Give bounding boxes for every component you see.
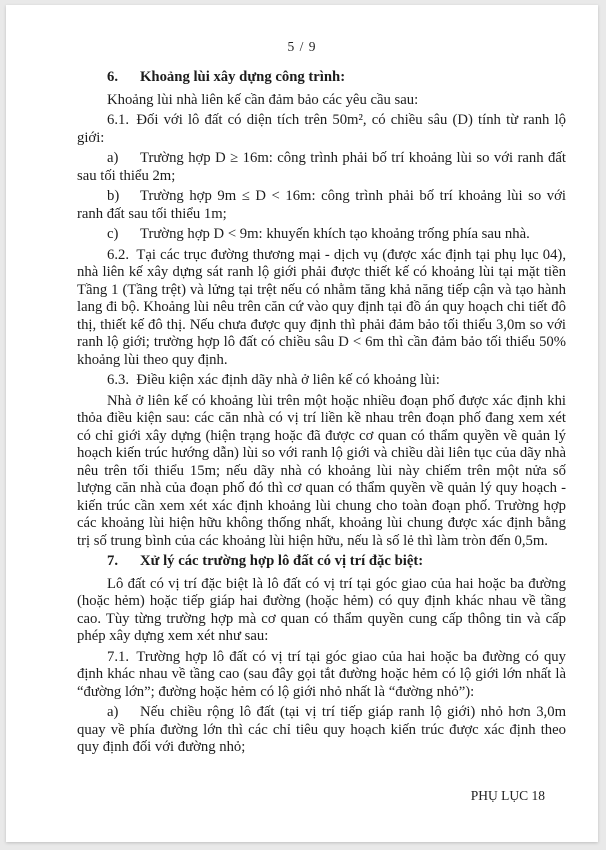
page-number: 5 / 9 (287, 39, 317, 54)
clause-6-1-item-a (77, 150, 566, 185)
item-b-label: b) (107, 188, 120, 204)
item-c-text: Trường hợp D < 9m: khuyến khích tạo khoảng trống phía sau nhà. (140, 226, 530, 242)
section-6-intro: Khoảng lùi nhà liên kế cần đảm bảo các yêu cầu sau: (107, 91, 419, 108)
section-7-title: Xử lý các trường hợp lô đất có vị trí đặc biệt: (140, 553, 424, 569)
clause-6-1-item-b (77, 188, 566, 223)
item-b-text: Trường hợp 9m ≤ D < 16m: công trình phải bố trí khoảng lùi so với ranh đất sau tối thiểu 1m; (77, 188, 566, 222)
item-c-label: c) (107, 226, 119, 242)
clause-6-1: 6.1. Đối với lô đất có diện tích trên 50m², có chiều sâu (D) tính từ ranh lộ giới: (77, 112, 566, 146)
clause-7-1-item-a (77, 704, 566, 757)
item-a-text-s7: Nếu chiều rộng lô đất (tại vị trí tiếp giáp ranh lộ giới) nhỏ hơn 3,0m quay về phía đường lớn thì các chỉ tiêu quy hoạch kiến trúc được xác định theo quy định đối với đường nhỏ; (77, 704, 566, 755)
item-a-text: Trường hợp D ≥ 16m: công trình phải bố trí khoảng lùi so với ranh đất sau tối thiểu 2m; (77, 150, 566, 184)
document-page (6, 5, 598, 842)
section-6-heading (77, 69, 566, 87)
section-6-title: Khoảng lùi xây dựng công trình: (140, 69, 346, 85)
clause-6-3-heading: 6.3. Điều kiện xác định dãy nhà ở liên kế có khoảng lùi: (107, 372, 440, 388)
clause-6-3-body: Nhà ở liên kế có khoảng lùi trên một hoặc nhiều đoạn phố được xác định khi thỏa điều kiện sau: các căn nhà có vị trí liền kề nhau trên đoạn phố đang xem xét có chỉ giới xây dựng (hiện trạng hoặc đã được cơ quan có thẩm quyền về quản lý hoạch kiến trúc hướng dẫn) lùi so với ranh lộ giới và chiều dài liên tục của dãy nhà nêu trên tối thiểu 15m; nếu dãy nhà có khoảng lùi này chiếm trên một nửa số lượng căn nhà của đoạn phố đó thì cơ quan có thẩm quyền về quản lý quy hoạch - kiến trúc cần xem xét xác định khoảng lùi chung cho toàn đoạn phố. Trường hợp các khoảng lùi hiện hữu không thống nhất, khoảng lùi chung được xác định bằng trị số trung bình của các khoảng lùi hiện hữu, nếu là số lẻ thì làm tròn đến 0,5m. (77, 392, 566, 549)
clause-7-1: 7.1. Trường hợp lô đất có vị trí tại góc giao của hai hoặc ba đường có quy định khác nhau về tầng cao (sau đây gọi tắt đường hoặc hẻm có lộ giới lớn nhất là “đường lớn”; đường hoặc hẻm có lộ giới nhỏ nhất là “đường nhỏ”): (77, 648, 566, 700)
item-a-label: a) (107, 150, 119, 166)
clause-6-2: 6.2. Tại các trục đường thương mại - dịch vụ (được xác định tại phụ lục 04), nhà liên kế xây dựng sát ranh lộ giới phải được thiết kế có khoảng lùi tại mặt tiền Tầng 1 (Tầng trệt) và lửng tại trệt nếu có nhằm tăng khả năng tiếp cận và tạo hành lang đi bộ. Khoảng lùi nêu trên căn cứ vào quy định tại đồ án quy hoạch chi tiết đô thị, thiết kế đô thị. Nếu chưa được quy định thì phải đảm bảo tối thiểu 3,0m so với ranh lộ giới; trường hợp lô đất có chiều sâu D < 6m thì cần đảm bảo tối thiểu 50% khoảng lùi theo quy định. (77, 246, 566, 368)
document-body (77, 69, 566, 757)
section-7-intro: Lô đất có vị trí đặc biệt là lô đất có vị trí tại góc giao của hai hoặc ba đường (hoặc hẻm) hoặc tiếp giáp hai đường (hoặc hẻm) có quy định khác nhau về tầng cao. Tùy từng trường hợp mà cơ quan có thẩm quyền cung cấp thông tin và cấp phép xây dựng xem xét như sau: (77, 575, 566, 644)
clause-6-1-item-c (77, 226, 566, 244)
section-7-number: 7. (107, 553, 119, 569)
item-a-label-s7: a) (107, 704, 119, 720)
section-6-number: 6. (107, 69, 119, 85)
section-7-heading (77, 553, 566, 571)
footer-appendix-label: PHỤ LỤC 18 (470, 788, 545, 803)
